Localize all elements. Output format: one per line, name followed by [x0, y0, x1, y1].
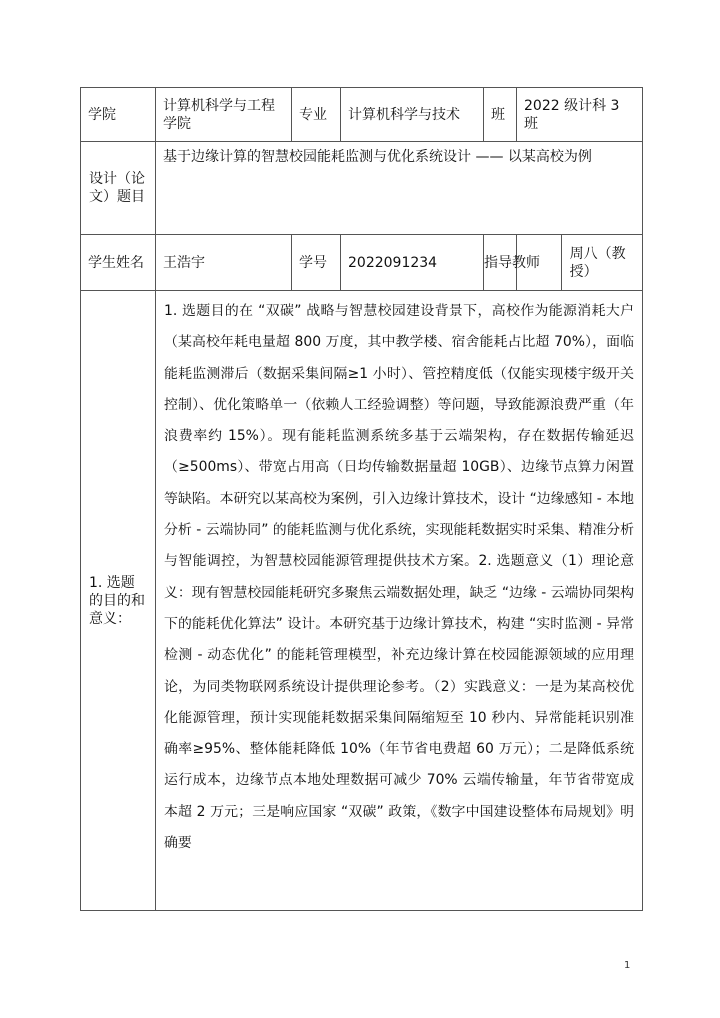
major-label: 专业: [292, 88, 341, 142]
form-row-purpose: [81, 291, 643, 911]
college-label: 学院: [81, 88, 156, 142]
topic-value: 基于边缘计算的智慧校园能耗监测与优化系统设计 —— 以某高校为例: [156, 142, 643, 235]
section-body: 1. 选题目的在 “双碳” 战略与智慧校园建设背景下，高校作为能源消耗大户（某高校年耗电量超 800 万度，其中教学楼、宿舍能耗占比超 70%），面临能耗监测滞后（数据采集间隔≥1 小时）、管控精度低（仅能实现楼宇级开关控制）、优化策略单一（依赖人工经验调整）等问题，导致能源浪费严重（年浪费率约 15%）。现有能耗监测系统多基于云端架构，存在数据传输延迟（≥500ms）、带宽占用高（日均传输数据量超 10GB）、边缘节点算力闲置等缺陷。本研究以某高校为案例，引入边缘计算技术，设计 “边缘感知 - 本地分析 - 云端协同” 的能耗监测与优化系统，实现能耗数据实时采集、精准分析与智能调控，为智慧校园能源管理提供技术方案。2. 选题意义（1）理论意义：现有智慧校园能耗研究多聚焦云端数据处理，缺乏 “边缘 - 云端协同架构下的能耗优化算法” 设计。本研究基于边缘计算技术，构建 “实时监测 - 异常检测 - 动态优化” 的能耗管理模型，补充边缘计算在校园能源领域的应用理论，为同类物联网系统设计提供理论参考。（2）实践意义：一是为某高校优化能源管理，预计实现能耗数据采集间隔缩短至 10 秒内、异常能耗识别准确率≥95%、整体能耗降低 10%（年节省电费超 60 万元）；二是降低系统运行成本，边缘节点本地处理数据可减少 70% 云端传输量，年节省带宽成本超 2 万元；三是响应国家 “双碳” 政策，《数字中国建设整体布局规划》明确要: [156, 291, 643, 911]
page-number: 1: [624, 960, 631, 971]
proposal-form-table: [80, 87, 643, 911]
student-id-label: 学号: [292, 235, 341, 291]
form-row-college: [81, 88, 643, 142]
advisor-value: 周八（教授）: [569, 245, 626, 280]
topic-label: 设计（论文）题目: [81, 142, 156, 235]
form-row-topic: [81, 142, 643, 235]
advisor-label: 指导教师: [484, 235, 562, 290]
class-label: 班: [484, 88, 517, 142]
section-label: 1. 选题的目的和意义：: [81, 291, 156, 911]
form-row-student: [81, 235, 643, 291]
student-label: 学生姓名: [81, 235, 156, 291]
advisor-cell: [484, 235, 643, 291]
student-id-value: 2022091234: [341, 235, 484, 291]
class-value: 2022 级计科 3 班: [517, 88, 643, 142]
student-value: 王浩宇: [156, 235, 292, 291]
college-value: 计算机科学与工程学院: [156, 88, 292, 142]
major-value: 计算机科学与技术: [341, 88, 484, 142]
